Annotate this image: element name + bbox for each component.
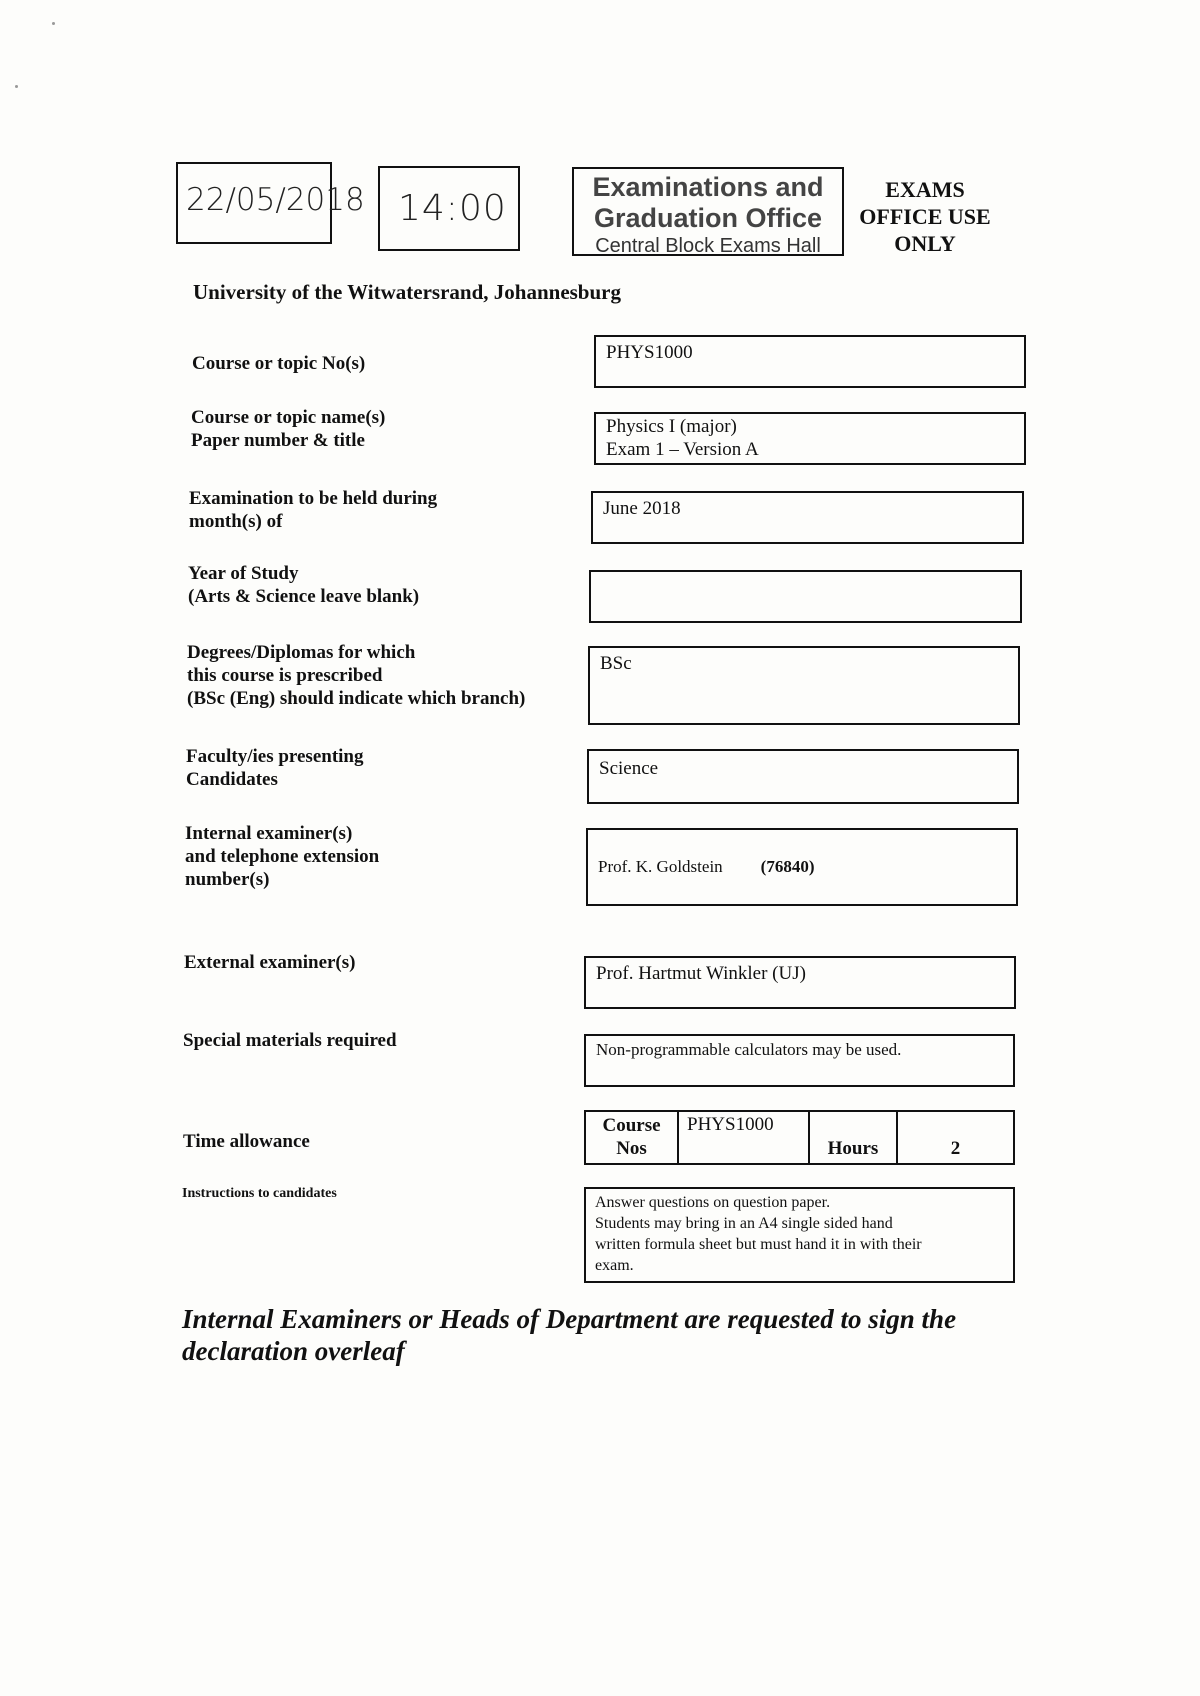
hours-label: Hours	[810, 1112, 898, 1163]
instructions-field	[584, 1187, 1015, 1283]
internal-examiner-value	[588, 830, 1016, 880]
degrees-value: BSc	[600, 653, 632, 674]
exam-month-field	[591, 491, 1024, 544]
time-box	[378, 166, 520, 251]
stamp-line-1: Examinations and	[592, 172, 824, 202]
office-use-line-1: EXAMS	[885, 177, 965, 202]
date-box	[176, 162, 365, 244]
university-name: University of the Witwatersrand, Johannesburg	[193, 280, 621, 304]
exam-month-value: June 2018	[603, 498, 681, 519]
time-allowance-label: Time allowance	[183, 1131, 310, 1152]
office-use-line-3: ONLY	[894, 231, 956, 256]
external-examiner-value: Prof. Hartmut Winkler (UJ)	[596, 963, 806, 984]
course-name-field	[594, 412, 1026, 465]
internal-examiner-field	[586, 828, 1018, 906]
course-no-label: Course or topic No(s)	[192, 353, 366, 374]
faculty-field	[587, 749, 1019, 804]
time-allowance-table	[584, 1110, 1015, 1165]
stamp-line-2: Graduation Office	[593, 203, 823, 233]
office-use-label	[850, 176, 1000, 257]
course-nos-label: Course Nos	[586, 1112, 679, 1163]
course-name-value: Physics I (major) Exam 1 – Version A	[606, 416, 759, 460]
scan-speck	[15, 85, 18, 88]
exams-office-stamp	[572, 167, 844, 256]
course-name-label: Course or topic name(s) Paper number & title	[191, 407, 386, 451]
scan-speck	[52, 22, 55, 25]
external-examiner-label: External examiner(s)	[184, 952, 356, 973]
instructions-label: Instructions to candidates	[182, 1186, 337, 1201]
internal-examiner-label: Internal examiner(s) and telephone extension number(s)	[185, 823, 380, 890]
faculty-value: Science	[599, 758, 659, 779]
stamp-line-3: Central Block Exams Hall	[595, 235, 821, 257]
office-use-line-2: OFFICE USE	[859, 204, 991, 229]
course-no-value: PHYS1000	[606, 342, 693, 363]
year-of-study-label: Year of Study (Arts & Science leave blank)	[188, 563, 420, 607]
handwritten-time: 14:00	[398, 188, 507, 229]
faculty-label: Faculty/ies presenting Candidates	[186, 746, 364, 790]
external-examiner-field	[584, 956, 1016, 1009]
declaration-note: Internal Examiners or Heads of Department are requested to sign the declaration overleaf	[182, 1304, 957, 1366]
handwritten-date: 22/05/2018	[186, 182, 365, 218]
course-nos-value: PHYS1000	[679, 1112, 810, 1163]
course-no-field	[594, 335, 1026, 388]
special-materials-value: Non-programmable calculators may be used.	[596, 1040, 902, 1059]
degrees-field	[588, 646, 1020, 725]
special-materials-label: Special materials required	[183, 1030, 397, 1051]
hours-value: 2	[950, 1138, 961, 1159]
internal-examiner-extension: (76840)	[760, 857, 815, 876]
exam-month-label: Examination to be held during month(s) of	[189, 488, 438, 532]
instructions-value: Answer questions on question paper. Students may bring in an A4 single sided hand written formula sheet but must hand it in with their exam.	[595, 1194, 922, 1274]
degrees-label: Degrees/Diplomas for which this course is prescribed (BSc (Eng) should indicate which branch)	[187, 642, 526, 709]
special-materials-field	[584, 1034, 1015, 1087]
year-of-study-value	[591, 572, 1020, 580]
internal-examiner-name: Prof. K. Goldstein	[598, 857, 723, 876]
year-of-study-field	[589, 570, 1022, 623]
